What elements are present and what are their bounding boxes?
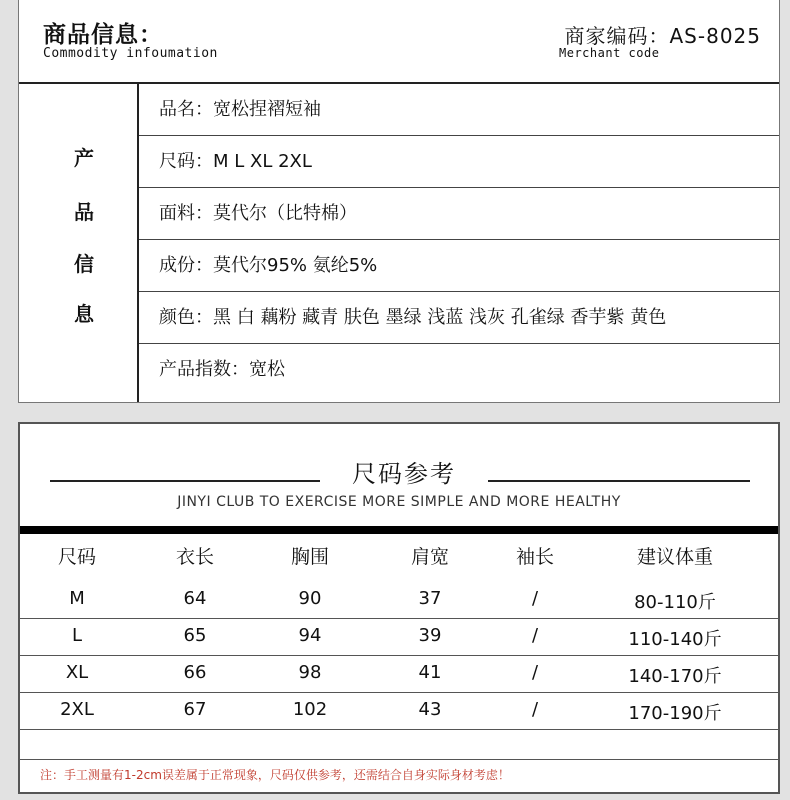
side-label-char: 产 bbox=[74, 146, 94, 170]
cell-weight: 170-190斤 bbox=[628, 703, 722, 724]
column-header: 衣长 bbox=[175, 546, 214, 568]
table-row bbox=[20, 619, 778, 656]
cell-size: L bbox=[71, 625, 83, 646]
cell-size: XL bbox=[65, 662, 89, 683]
cell-shoulder: 39 bbox=[418, 625, 442, 646]
info-title: 商品信息： bbox=[43, 22, 163, 48]
cell-shoulder: 37 bbox=[418, 588, 442, 609]
cell-weight: 80-110斤 bbox=[634, 592, 716, 613]
cell-length: 66 bbox=[183, 662, 207, 683]
cell-shoulder: 43 bbox=[418, 699, 442, 720]
table-row-empty bbox=[20, 730, 778, 760]
title-rule-left bbox=[50, 480, 320, 482]
measurement-note: 注：手工测量有1-2cm误差属于正常现象，尺码仅供参考，还需结合自身实际身材考虑！ bbox=[40, 768, 510, 782]
column-header: 袖长 bbox=[515, 546, 554, 568]
table-row bbox=[20, 656, 778, 693]
info-rows bbox=[139, 84, 779, 402]
merchant-code-en: Merchant code bbox=[559, 46, 660, 60]
cell-sleeve: / bbox=[531, 662, 539, 683]
info-header bbox=[19, 0, 779, 82]
merchant-code: 商家编码：AS-8025 bbox=[564, 24, 761, 48]
size-chart-subtitle: JINYI CLUB TO EXERCISE MORE SIMPLE AND MORE HEALTHY bbox=[177, 494, 621, 510]
cell-shoulder: 41 bbox=[418, 662, 442, 683]
column-header: 尺码 bbox=[57, 546, 96, 568]
cell-length: 64 bbox=[183, 588, 207, 609]
cell-bust: 98 bbox=[298, 662, 322, 683]
cell-size: M bbox=[69, 588, 85, 609]
info-row-name: 品名：宽松捏褶短袖 bbox=[139, 84, 779, 136]
side-label-char: 信 bbox=[74, 252, 94, 276]
cell-weight: 140-170斤 bbox=[628, 666, 722, 687]
size-chart-title: 尺码参考 bbox=[352, 460, 456, 488]
cell-bust: 94 bbox=[298, 625, 322, 646]
cell-bust: 90 bbox=[298, 588, 322, 609]
title-rule-right bbox=[488, 480, 750, 482]
cell-bust: 102 bbox=[292, 699, 328, 720]
info-row-sizes: 尺码：M L XL 2XL bbox=[139, 136, 779, 188]
info-title-en: Commodity infoumation bbox=[43, 46, 218, 61]
info-row-fabric: 面料：莫代尔（比特棉） bbox=[139, 188, 779, 240]
cell-length: 67 bbox=[183, 699, 207, 720]
info-row-colors: 颜色：黑 白 藕粉 藏青 肤色 墨绿 浅蓝 浅灰 孔雀绿 香芋紫 黄色 bbox=[139, 292, 779, 344]
column-header: 建议体重 bbox=[636, 546, 713, 568]
cell-sleeve: / bbox=[531, 588, 539, 609]
cell-sleeve: / bbox=[531, 625, 539, 646]
header-bar bbox=[20, 526, 778, 534]
cell-size: 2XL bbox=[60, 699, 94, 720]
product-info-panel bbox=[18, 0, 780, 403]
info-row-composition: 成份：莫代尔95% 氨纶5% bbox=[139, 240, 779, 292]
table-row bbox=[20, 693, 778, 730]
table-row bbox=[20, 582, 778, 619]
size-reference-panel bbox=[18, 422, 780, 794]
column-header: 胸围 bbox=[290, 546, 329, 568]
cell-weight: 110-140斤 bbox=[628, 629, 722, 650]
cell-length: 65 bbox=[183, 625, 207, 646]
info-row-fit: 产品指数：宽松 bbox=[159, 359, 285, 380]
side-label-char: 息 bbox=[74, 302, 94, 326]
side-label bbox=[19, 84, 139, 402]
column-header: 肩宽 bbox=[410, 546, 449, 568]
side-label-char: 品 bbox=[74, 200, 94, 224]
cell-sleeve: / bbox=[531, 699, 539, 720]
